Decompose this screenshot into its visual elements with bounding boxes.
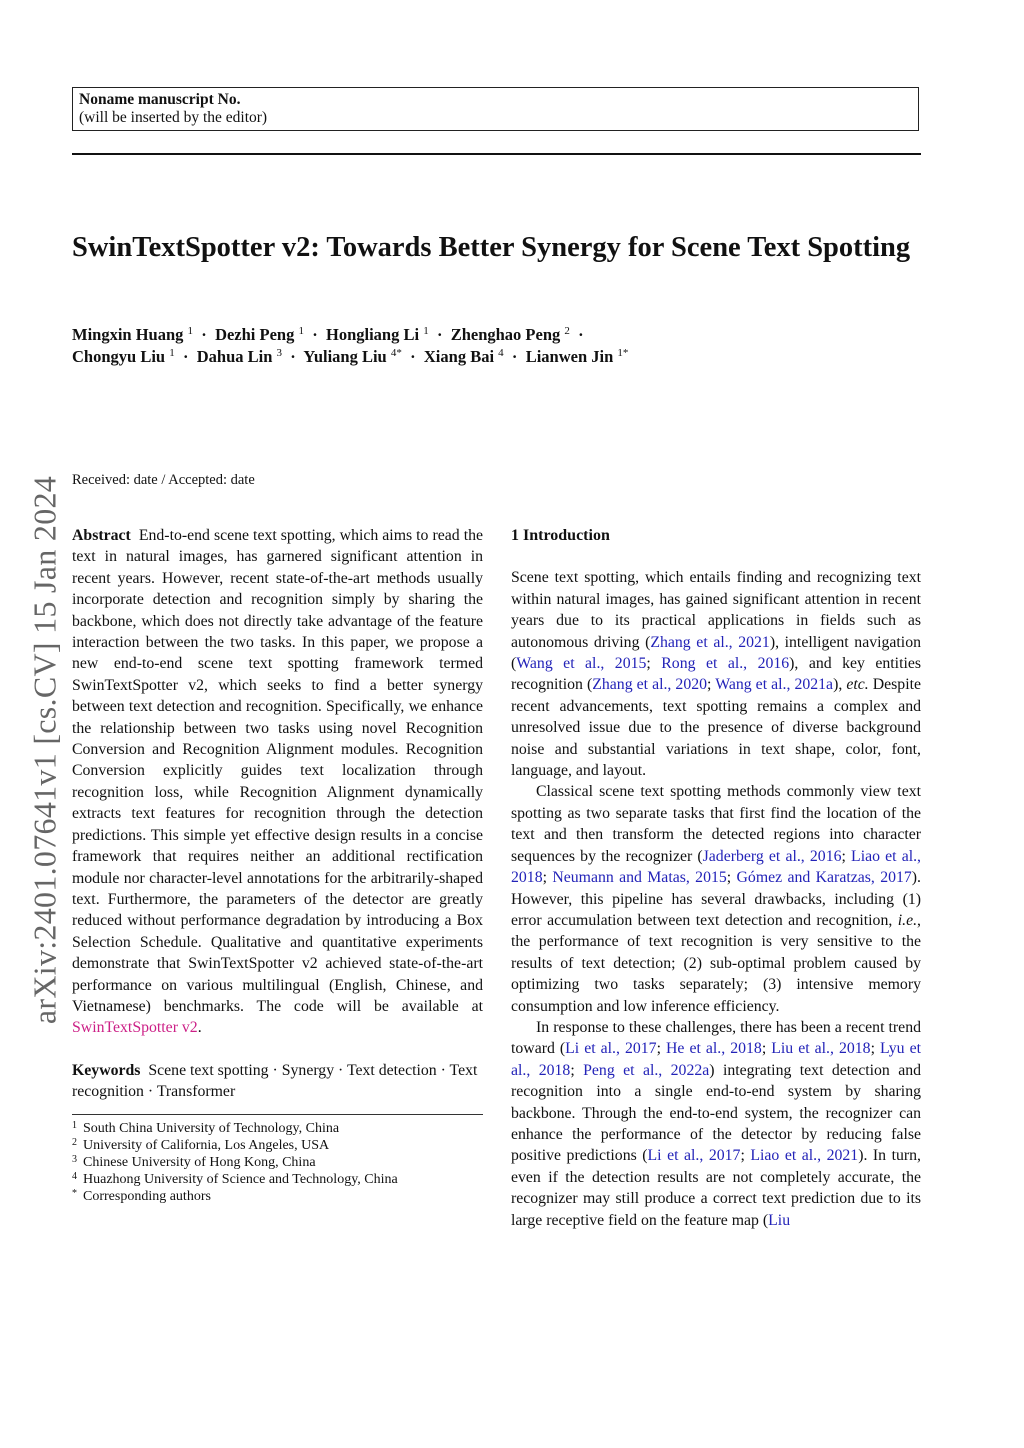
body-text: Scene text spotting, which entails finding and recognizing text within natural images, has gained significant attention in recent years due to its practical applications in fields such as autonomous driving ( — [511, 569, 921, 651]
body-text: ), intelligent navigation ( — [511, 633, 921, 673]
body-text: ; — [656, 1040, 666, 1058]
citation-link[interactable]: Lyu et al., 2018 — [511, 1040, 921, 1079]
author-name: Lianwen Jin — [525, 347, 614, 366]
footnote-text: University of California, Los Angeles, USA — [83, 1137, 330, 1153]
citation-link[interactable]: Liao et al., 2021 — [750, 1147, 859, 1165]
body-text: ), — [833, 676, 847, 694]
body-text: ; — [542, 869, 553, 887]
footnote-text: Chinese University of Hong Kong, China — [83, 1154, 316, 1170]
citation-link[interactable]: Zhang et al., 2020 — [592, 676, 708, 694]
arxiv-sidebar-stamp: arXiv:2401.07641v1 [cs.CV] 15 Jan 2024 — [26, 475, 63, 1025]
body-text: ). In turn, even if the detection results are not completely accurate, the recognizer may still produce a correct text prediction due to its large receptive field on the feature map ( — [511, 1147, 922, 1229]
citation-link[interactable]: Wang et al., 2021a — [715, 676, 834, 694]
body-text: ), and key entities recognition ( — [511, 655, 922, 694]
footnote-mark: * — [72, 1187, 77, 1199]
footnote-mark: 3 — [72, 1153, 77, 1165]
footnote-text: Huazhong University of Science and Technology, China — [83, 1171, 398, 1187]
intro-paragraph-1 — [511, 567, 921, 781]
body-text: ). However, this pipeline has several drawbacks, including (1) error accumulation between text detection and recognition, — [511, 869, 922, 929]
manuscript-note: (will be inserted by the editor) — [79, 109, 268, 126]
citation-link[interactable]: Liu — [768, 1211, 791, 1229]
author-name: Zhenghao Peng — [450, 325, 561, 344]
body-text: Despite recent advancements, text spotting remains a complex and unresolved issue due to the presence of diverse background noise and substantial variations in text shape, color, font, language, and layout. — [511, 676, 921, 780]
left-column — [72, 525, 483, 1205]
keywords — [72, 1060, 483, 1103]
footnote — [72, 1188, 483, 1205]
author-affiliation: 2 — [564, 325, 570, 337]
author-list: Mingxin Huang $^1$ · Dezhi Peng $^1$ · Hongliang Li $^1$ · Zhenghao Peng $^2$ · Chongyu Liu $^1$ · Dahua Lin $^3$ · Yuliang Liu $^{4*}$ · Xiang Bai $^4$ · Lianwen Jin $^{1*}$ — [72, 325, 629, 366]
citation-link[interactable]: Neumann and Matas, 2015 — [552, 869, 727, 887]
footnote-mark: 1 — [72, 1119, 77, 1131]
citation-link[interactable]: Peng et al., 2022a — [583, 1061, 710, 1079]
abstract-label: Abstract — [72, 527, 131, 544]
body-text: In response to these challenges, there has been a recent trend toward ( — [511, 1018, 921, 1058]
manuscript-box — [72, 87, 919, 131]
body-text: ; — [761, 1040, 772, 1058]
citation-link[interactable]: Wang et al., 2015 — [516, 655, 647, 673]
footnote-text: Corresponding authors — [83, 1188, 211, 1204]
citation-link[interactable]: Rong et al., 2016 — [661, 655, 790, 673]
citation-link[interactable]: Gómez and Karatzas, 2017 — [736, 869, 912, 887]
section-heading-introduction: 1 Introduction — [511, 527, 610, 544]
intro-paragraph-2 — [511, 781, 921, 1016]
author-affiliation: 1 — [169, 347, 175, 359]
manuscript-title: Noname manuscript No. — [79, 91, 241, 108]
author-affiliation: 1 — [298, 325, 304, 337]
footnote — [72, 1154, 483, 1171]
intro-paragraph-3 — [511, 1017, 921, 1231]
author-name: Dezhi Peng — [215, 325, 295, 344]
body-text: ; — [726, 869, 737, 887]
abstract — [72, 525, 483, 1039]
author-name: Mingxin Huang — [72, 325, 184, 344]
footnote — [72, 1137, 483, 1154]
abstract-end: . — [197, 1019, 202, 1037]
footnote-text: South China University of Technology, China — [83, 1120, 340, 1136]
author-name: Chongyu Liu — [72, 347, 166, 366]
received-date: Received: date / Accepted: date — [72, 472, 255, 488]
keywords-label: Keywords — [72, 1061, 141, 1079]
body-text: ; — [740, 1147, 751, 1165]
author-affiliation: 4* — [390, 347, 402, 359]
code-link[interactable]: SwinTextSpotter v2 — [72, 1019, 198, 1037]
abstract-text: End-to-end scene text spotting, which aims to read the text in natural images, has garnered significant attention in recent years. However, recent state-of-the-art methods usually incorporate detection and recognition simply by sharing the backbone, which does not directly take advantage of the feature interaction between the two tasks. In this paper, we propose a new end-to-end scene text spotting framework termed SwinTextSpotter v2, which seeks to find a better synergy between text detection and recognition. Specifically, we enhance the relationship between two tasks using novel Recognition Conversion and Recognition Alignment modules. Recognition Conversion explicitly guides text localization through recognition loss, while Recognition Alignment dynamically extracts text features for recognition through the detection predictions. This simple yet effective design results in a concise framework that requires neither an additional rectification module nor character-level annotations for the arbitrarily-shaped text. Furthermore, the parameters of the detector are greatly reduced without performance degradation by introducing a Box Selection Schedule. Qualitative and quantitative experiments demonstrate that SwinTextSpotter v2 achieved state-of-the-art performance on various multilingual (English, Chinese, and Vietnamese) benchmarks. The code will be available at — [72, 527, 483, 1015]
italic-text: i.e. — [897, 911, 918, 929]
footnote — [72, 1120, 483, 1137]
footnote-mark: 2 — [72, 1136, 77, 1148]
footnote — [72, 1171, 483, 1188]
author-affiliation: 1 — [187, 325, 194, 337]
paper-title: SwinTextSpotter v2: Towards Better Synergy for Scene Text Spotting — [72, 232, 911, 263]
header-rule — [72, 153, 921, 155]
body-text: ; — [570, 1061, 584, 1079]
author-affiliation: 1 — [423, 325, 429, 337]
citation-link[interactable]: Li et al., 2017 — [565, 1040, 657, 1058]
author-affiliation: 3 — [276, 347, 283, 359]
right-column — [511, 525, 921, 1231]
citation-link[interactable]: Li et al., 2017 — [647, 1147, 741, 1165]
keywords-text: Scene text spotting · Synergy · Text detection · Text recognition · Transformer — [72, 1061, 478, 1101]
body-text: ; — [870, 1040, 880, 1058]
author-name: Hongliang Li — [325, 325, 420, 344]
body-text: ) integrating text detection and recognition into a single end-to-end system by sharing backbone. Through the end-to-end system, the recognizer can enhance the performance of the detector by reducing false positive predictions ( — [511, 1061, 922, 1165]
body-text: Classical scene text spotting methods commonly view text spotting as two separate tasks that first find the location of the text and then transform the detected regions into character sequences by the recognizer ( — [511, 783, 921, 865]
citation-link[interactable]: Liu et al., 2018 — [771, 1040, 871, 1058]
author-name: Dahua Lin — [196, 347, 273, 366]
footnote-mark: 4 — [72, 1170, 77, 1182]
body-text: ; — [707, 676, 716, 694]
citation-link[interactable]: He et al., 2018 — [666, 1040, 762, 1058]
citation-link[interactable]: Jaderberg et al., 2016 — [702, 847, 842, 865]
author-affiliation: 1* — [617, 347, 629, 359]
author-affiliation: 4 — [498, 347, 504, 359]
footnote-rule — [72, 1114, 483, 1115]
author-name: Xiang Bai — [423, 347, 495, 366]
citation-link[interactable]: Zhang et al., 2021 — [650, 633, 770, 651]
citation-link[interactable]: Liao et al., 2018 — [511, 847, 921, 887]
body-text: ; — [646, 655, 662, 673]
italic-text: etc. — [846, 676, 869, 694]
body-text: ; — [841, 847, 852, 865]
body-text: , the performance of text recognition is very sensitive to the results of text detection; (2) sub-optimal problem caused by optimizing two tasks separately; (3) intensive memory consumption and low inference efficiency. — [511, 911, 921, 1015]
author-name: Yuliang Liu — [303, 347, 387, 366]
